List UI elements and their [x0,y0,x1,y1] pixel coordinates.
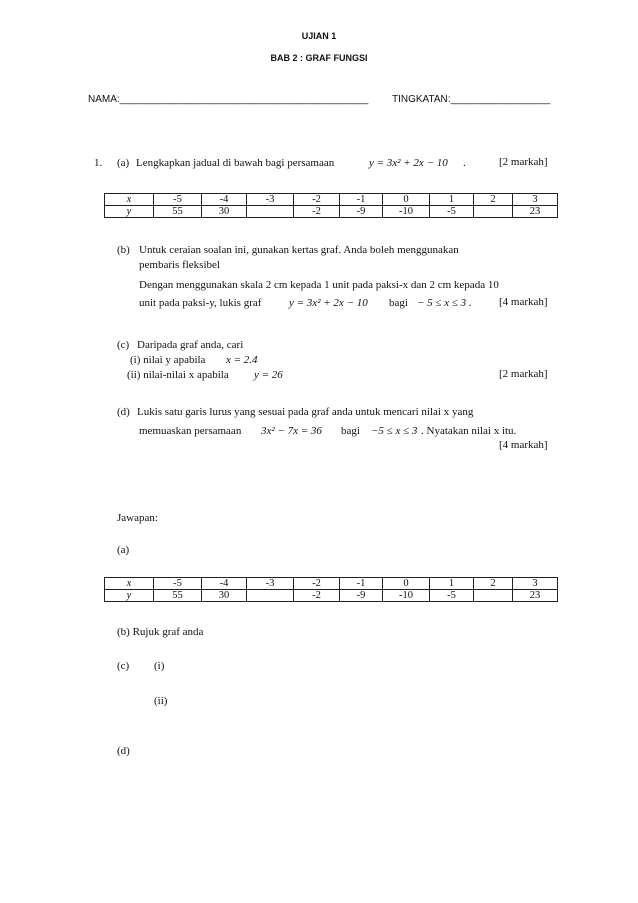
question-d-equation: 3x² − 7x = 36 [261,425,322,437]
question-c-i-equation: x = 2.4 [226,354,258,366]
table-header-x: x [105,578,154,590]
answer-cell-blank[interactable] [474,590,513,602]
question-d-label: (d) [117,406,130,418]
question-b-line1: Untuk ceraian soalan ini, gunakan kertas graf. Anda boleh menggunakan [139,244,459,256]
question-b-equation: y = 3x² + 2x − 10 [289,297,368,309]
question-d-line1: Lukis satu garis lurus yang sesuai pada graf anda untuk mencari nilai x yang [137,406,474,418]
answer-c-i-label: (i) [154,660,165,672]
table-cell: -10 [383,590,430,602]
table-cell: 3 [513,194,558,206]
answer-heading: Jawapan: [117,512,158,524]
question-b-marks: [4 markah] [499,296,548,308]
table-cell: 1 [430,194,474,206]
table-cell-blank[interactable] [474,206,513,218]
table-cell-blank[interactable] [247,206,294,218]
answer-c-label: (c) [117,660,130,672]
table-cell: 0 [383,578,430,590]
answer-b-text: (b) Rujuk graf anda [117,626,204,638]
table-cell: 2 [474,194,513,206]
table-cell: -3 [247,194,294,206]
page-title: UJIAN 1 [301,31,337,41]
answer-d-label: (d) [117,745,130,757]
answer-row-x [105,578,558,590]
table-cell: -2 [294,590,340,602]
name-label: NAMA: [88,94,120,105]
page-subtitle: BAB 2 : GRAF FUNGSI [270,53,368,63]
question-b-line4: unit pada paksi-y, lukis graf [139,297,262,309]
question-d-line2-end: . Nyatakan nilai x itu. [421,425,517,437]
question-b-range: − 5 ≤ x ≤ 3 . [417,297,472,309]
table-cell: -5 [430,206,474,218]
table-cell: -2 [294,194,340,206]
question-c-i-text: (i) nilai y apabila [130,354,206,366]
question-a-text: Lengkapkan jadual di bawah bagi persamaan [136,157,335,169]
table-row-x [105,194,558,206]
question-a-label: (a) [117,157,130,169]
answer-value-table[interactable] [104,577,558,602]
class-label: TINGKATAN: [392,94,451,105]
table-cell: -2 [294,206,340,218]
table-cell: 1 [430,578,474,590]
question-c-label: (c) [117,339,130,351]
table-cell: -9 [340,206,383,218]
table-cell: -1 [340,194,383,206]
question-d-marks: [4 markah] [499,439,548,451]
answer-a-label: (a) [117,544,130,556]
question-b-label: (b) [117,244,130,256]
table-header-y: y [105,590,154,602]
table-header-y: y [105,206,154,218]
table-cell: -4 [202,578,247,590]
table-cell: 23 [513,206,558,218]
question-d-range: −5 ≤ x ≤ 3 [371,425,418,437]
table-cell: -10 [383,206,430,218]
table-cell: 0 [383,194,430,206]
question-b-line2: pembaris fleksibel [139,259,220,271]
question-a-equation: y = 3x² + 2x − 10 [369,157,448,169]
table-cell: 23 [513,590,558,602]
answer-c-ii-label: (ii) [154,695,168,707]
table-cell: -9 [340,590,383,602]
table-cell: 30 [202,590,247,602]
answer-row-y [105,590,558,602]
table-cell: -1 [340,578,383,590]
question-value-table [104,193,558,218]
table-cell: -5 [430,590,474,602]
table-cell: 30 [202,206,247,218]
question-d-line2: memuaskan persamaan [139,425,242,437]
table-cell: 55 [154,590,202,602]
question-c-marks: [2 markah] [499,368,548,380]
question-number: 1. [94,157,103,169]
table-row-y [105,206,558,218]
question-c-intro: Daripada graf anda, cari [137,339,244,351]
class-line: ____________________ [450,94,550,105]
table-cell: -5 [154,578,202,590]
question-c-ii-equation: y = 26 [254,369,283,381]
question-a-marks: [2 markah] [499,156,548,168]
class-field[interactable] [392,94,550,105]
table-cell: 2 [474,578,513,590]
name-field[interactable] [88,94,368,105]
table-header-x: x [105,194,154,206]
question-a-period: . [463,157,466,169]
table-cell: 55 [154,206,202,218]
table-cell: -5 [154,194,202,206]
question-b-bagi: bagi [389,297,408,309]
name-line: __________________________________________________ [119,94,368,105]
table-cell: 3 [513,578,558,590]
table-cell: -4 [202,194,247,206]
answer-cell-blank[interactable] [247,590,294,602]
question-d-bagi: bagi [341,425,360,437]
table-cell: -3 [247,578,294,590]
question-c-ii-text: (ii) nilai-nilai x apabila [127,369,229,381]
table-cell: -2 [294,578,340,590]
question-b-line3: Dengan menggunakan skala 2 cm kepada 1 unit pada paksi-x dan 2 cm kepada 10 [139,279,499,291]
